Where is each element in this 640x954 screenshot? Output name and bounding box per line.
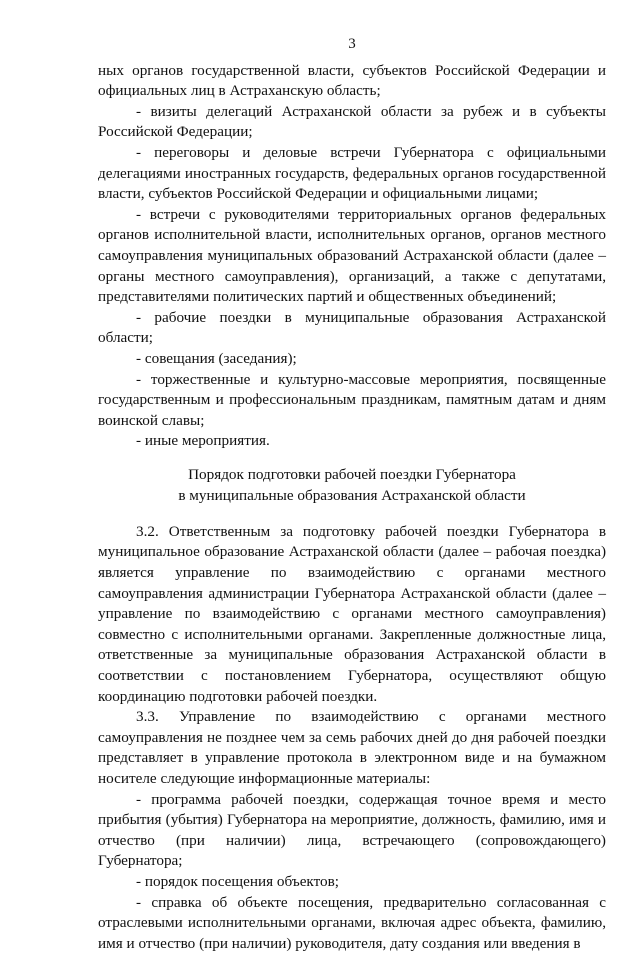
list-item-object-reference: - справка об объекте посещения, предварительно согласованная с отраслевыми исполнительными органами, включая адрес объекта, фамилию, имя и отчество (при наличии) руководителя, дату создания или введения в (98, 893, 606, 952)
list-item-trip-program: - программа рабочей поездки, содержащая точное время и место прибытия (убытия) Губернатора на мероприятие, должность, фамилию, имя и отчество (при наличии) лица, встречающего (сопровождающего) Губернатора; (98, 790, 606, 870)
list-item-negotiations: - переговоры и деловые встречи Губернатора с официальными делегациями иностранных государств, федеральных органов государственной власти, субъектов Российской Федерации и официальными лицами; (98, 143, 606, 203)
paragraph-continuation: ных органов государственной власти, субъектов Российской Федерации и официальных лиц в Астраханскую область; (98, 61, 606, 100)
list-item-other-events: - иные мероприятия. (136, 432, 270, 450)
paragraph-3-2: 3.2. Ответственным за подготовку рабочей поездки Губернатора в муниципальное образование Астраханской области (далее – рабочая поездка) является управление по взаимодействию с органами местного самоуправления администрации Губернатора Астраханской области (далее – управление по взаимодействию с органами местного самоуправления) совместно с исполнительными органами. Закрепленные должностные лица, ответственные за муниципальные образования Астраханской области в соответствии с постановлением Губернатора, осуществляют общую координацию подготовки рабочей поездки. (98, 522, 606, 705)
section-heading-line-1: Порядок подготовки рабочей поездки Губернатора (188, 465, 516, 483)
list-item-visit-order: - порядок посещения объектов; (136, 872, 340, 890)
section-heading-line-2: в муниципальные образования Астраханской области (178, 486, 526, 504)
list-item-working-trips: - рабочие поездки в муниципальные образования Астраханской области; (98, 308, 606, 347)
bottom-section (98, 522, 606, 954)
list-item-meetings: - встречи с руководителями территориальных органов федеральных органов исполнительной власти, исполнительных органов, органов местного самоуправления муниципальных образований Астраханской области (далее – органы местного самоуправления), организаций, а также с депутатами, представителями политических партий и общественных объединений; (98, 205, 606, 306)
list-item-ceremonial-events: - торжественные и культурно-массовые мероприятия, посвященные государственным и профессиональным праздникам, памятным датам и дням воинской славы; (98, 370, 606, 429)
top-list (98, 61, 606, 452)
section-heading (98, 464, 606, 506)
paragraph-3-3: 3.3. Управление по взаимодействию с органами местного самоуправления не позднее чем за семь рабочих дней до дня рабочей поездки представляет в управление протокола в электронном виде и на бумажном носителе следующие информационные материалы: (98, 708, 606, 787)
list-item-sessions: - совещания (заседания); (136, 349, 297, 367)
list-item-delegation-visits: - визиты делегаций Астраханской области за рубеж и в субъекты Российской Федерации; (98, 102, 606, 141)
page-number: 3 (348, 36, 356, 52)
